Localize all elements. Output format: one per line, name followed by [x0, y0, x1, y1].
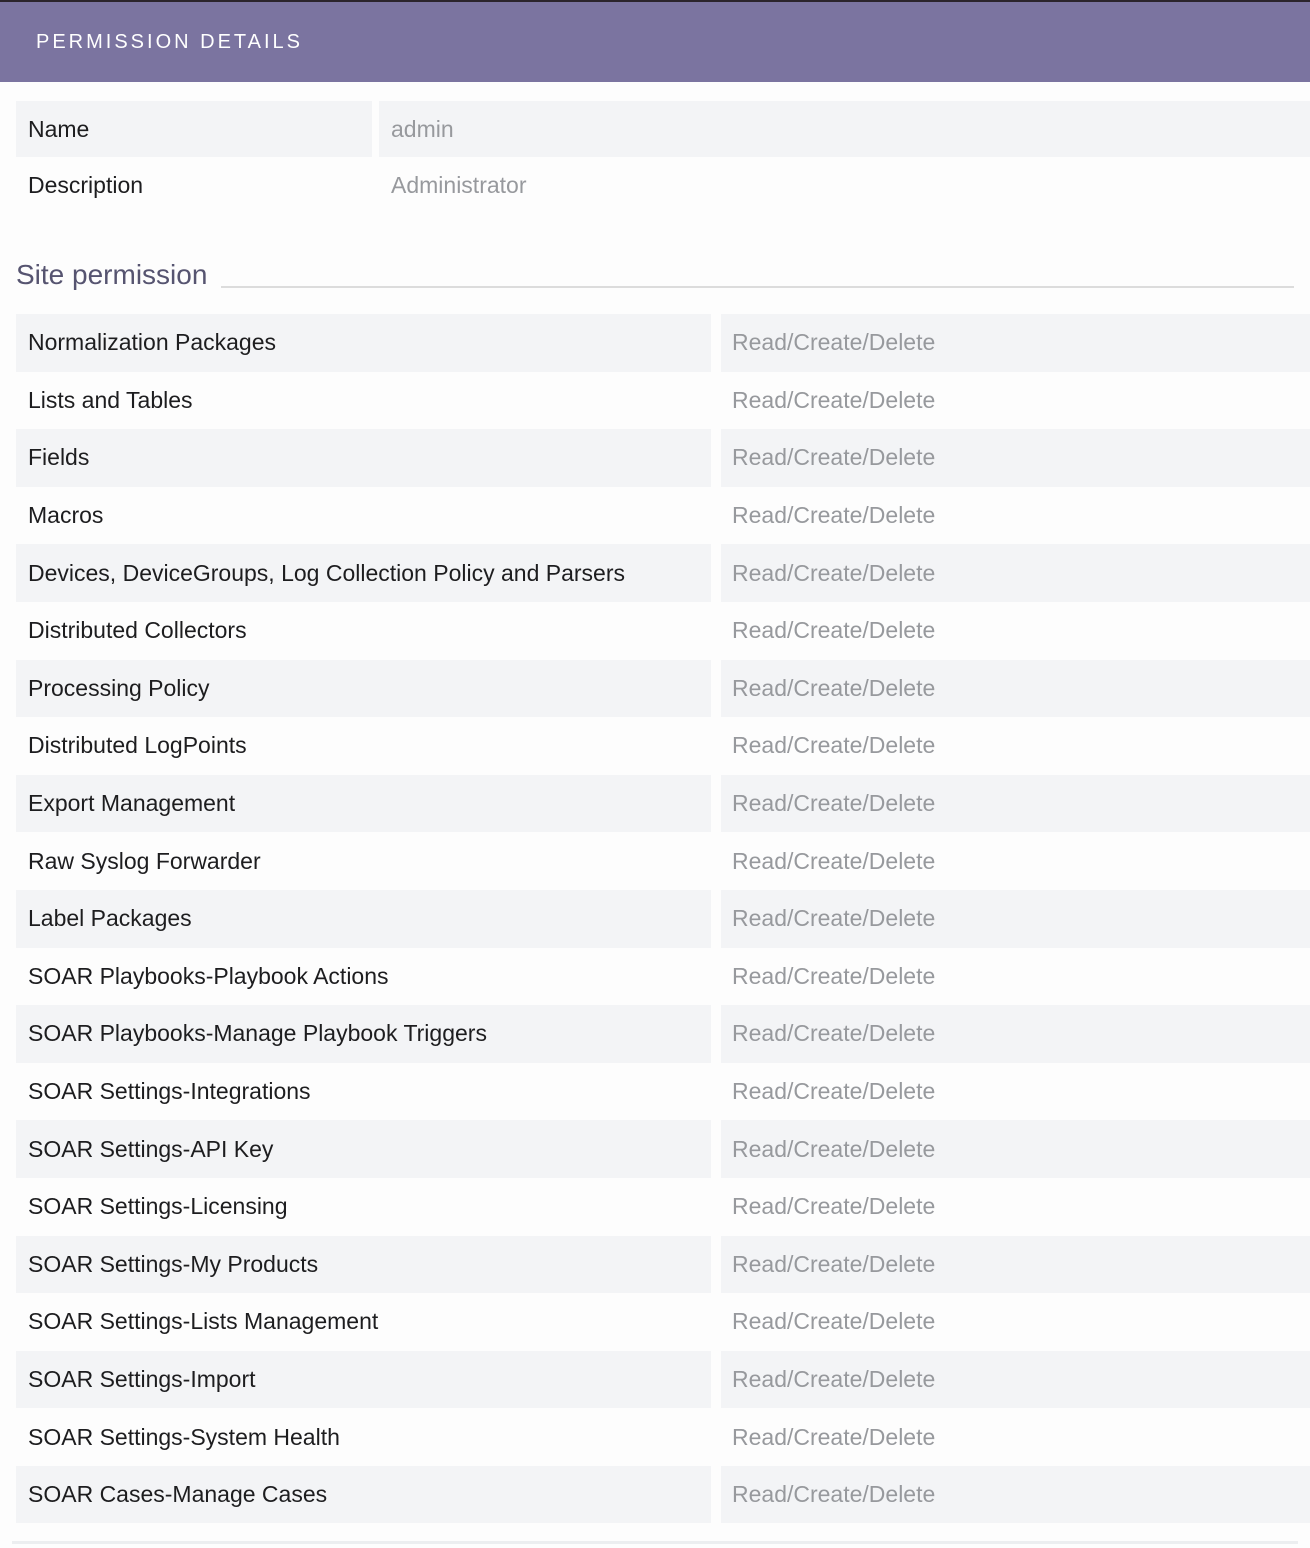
name-label: Name	[16, 101, 372, 157]
permission-row	[0, 1005, 1310, 1063]
permission-name: Label Packages	[16, 890, 711, 948]
permission-row	[0, 775, 1310, 833]
permission-row	[0, 832, 1310, 890]
permission-value: Read/Create/Delete	[732, 617, 936, 644]
permission-value: Read/Create/Delete	[732, 1193, 936, 1220]
permission-row	[0, 717, 1310, 775]
section-title: Site permission	[16, 259, 208, 290]
permission-name: SOAR Settings-Lists Management	[28, 1308, 379, 1335]
permission-name: Distributed LogPoints	[28, 732, 247, 759]
permission-row	[0, 544, 1310, 602]
permission-row	[0, 1351, 1310, 1409]
permission-name: SOAR Playbooks-Playbook Actions	[28, 962, 389, 989]
permission-name: Devices, DeviceGroups, Log Collection Policy and Parsers	[16, 544, 711, 602]
description-label: Description	[28, 171, 144, 198]
permission-value: Read/Create/Delete	[732, 847, 936, 874]
permission-row	[0, 1063, 1310, 1121]
permission-value: Read/Create/Delete	[721, 1236, 1310, 1294]
permission-name: Fields	[16, 429, 711, 487]
permission-value: Read/Create/Delete	[732, 1423, 936, 1450]
permission-row	[0, 660, 1310, 718]
permission-value: Read/Create/Delete	[721, 890, 1310, 948]
permission-row	[0, 372, 1310, 430]
permission-row	[0, 1236, 1310, 1294]
permission-row	[0, 487, 1310, 545]
permission-row	[0, 1408, 1310, 1466]
permission-name: SOAR Playbooks-Manage Playbook Triggers	[16, 1005, 711, 1063]
permission-row	[0, 314, 1310, 372]
permission-value: Read/Create/Delete	[721, 1351, 1310, 1409]
name-field-row	[0, 101, 1310, 157]
permission-value: Read/Create/Delete	[721, 660, 1310, 718]
permission-value: Read/Create/Delete	[721, 1005, 1310, 1063]
permission-value: Read/Create/Delete	[721, 1466, 1310, 1524]
permission-row	[0, 1178, 1310, 1236]
permission-value: Read/Create/Delete	[721, 775, 1310, 833]
permission-name: SOAR Settings-API Key	[16, 1120, 711, 1178]
name-value: admin	[379, 101, 1310, 157]
permission-name: Distributed Collectors	[28, 617, 247, 644]
permission-name: SOAR Settings-Import	[16, 1351, 711, 1409]
permission-row	[0, 1293, 1310, 1351]
next-row-partial-edge	[12, 1541, 1298, 1544]
permission-value: Read/Create/Delete	[732, 502, 936, 529]
permission-row	[0, 1120, 1310, 1178]
permission-row	[0, 1466, 1310, 1524]
permission-value: Read/Create/Delete	[732, 1078, 936, 1105]
permission-value: Read/Create/Delete	[732, 386, 936, 413]
permission-name: SOAR Settings-System Health	[28, 1423, 340, 1450]
permission-row	[0, 429, 1310, 487]
permission-name: SOAR Settings-Integrations	[28, 1078, 311, 1105]
permission-value: Read/Create/Delete	[732, 1308, 936, 1335]
permission-name: SOAR Settings-Licensing	[28, 1193, 288, 1220]
permission-name: Macros	[28, 502, 104, 529]
panel-title: PERMISSION DETAILS	[36, 30, 304, 53]
site-permission-heading	[16, 258, 1294, 291]
section-divider-line	[221, 286, 1294, 288]
permission-value: Read/Create/Delete	[732, 732, 936, 759]
permission-value: Read/Create/Delete	[721, 314, 1310, 372]
permission-name: Processing Policy	[16, 660, 711, 718]
permission-row	[0, 948, 1310, 1006]
panel-header	[0, 2, 1310, 82]
permission-name: SOAR Settings-My Products	[16, 1236, 711, 1294]
permission-row	[0, 602, 1310, 660]
permission-name: Normalization Packages	[16, 314, 711, 372]
description-value: Administrator	[391, 171, 527, 198]
permission-name: SOAR Cases-Manage Cases	[16, 1466, 711, 1524]
details-form	[0, 101, 1310, 213]
permission-row	[0, 890, 1310, 948]
permission-value: Read/Create/Delete	[732, 962, 936, 989]
permission-value: Read/Create/Delete	[721, 1120, 1310, 1178]
permission-name: Export Management	[16, 775, 711, 833]
permission-name: Raw Syslog Forwarder	[28, 847, 261, 874]
permission-value: Read/Create/Delete	[721, 544, 1310, 602]
site-permission-table	[0, 314, 1310, 1523]
description-field-row	[0, 157, 1310, 213]
permission-value: Read/Create/Delete	[721, 429, 1310, 487]
permission-name: Lists and Tables	[28, 386, 193, 413]
